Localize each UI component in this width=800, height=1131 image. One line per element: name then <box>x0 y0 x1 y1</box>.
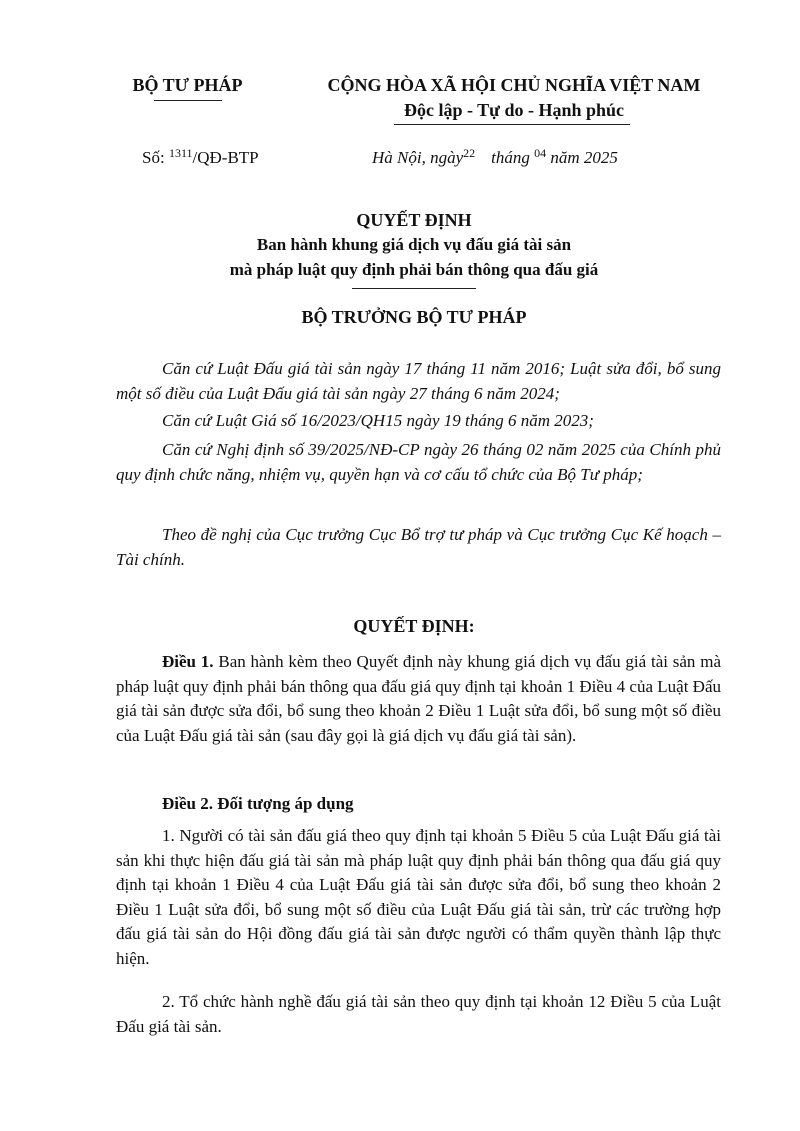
national-header-block <box>300 72 728 122</box>
motto-underline <box>394 124 630 125</box>
date-month-word: tháng <box>491 148 530 167</box>
issuing-agency: BỘ TƯ PHÁP <box>132 75 243 95</box>
preamble-paragraph: Theo đề nghị của Cục trưởng Cục Bổ trợ tư pháp và Cục trưởng Cục Kế hoạch – Tài chính. <box>116 525 721 569</box>
number-suffix: /QĐ-BTP <box>192 148 259 167</box>
document-number <box>142 146 259 168</box>
decision-heading: QUYẾT ĐỊNH <box>356 210 472 230</box>
article-2-item-1: 1. Người có tài sản đấu giá theo quy định tại khoản 5 Điều 5 của Luật Đấu giá tài sản khi thực hiện đấu giá tài sản mà pháp luật quy định phải bán thông qua đấu giá quy định tại khoản 1 Điều 4 của Luật Đấu giá tài sản được sửa đổi, bổ sung theo khoản 2 Điều 1 Luật sửa đổi, bổ sung một số điều của Luật Đấu giá tài sản, trừ các trường hợp đấu giá tài sản do Hội đồng đấu giá tài sản được người có thẩm quyền thành lập thực hiện. <box>116 826 721 968</box>
article-1-text: Ban hành kèm theo Quyết định này khung giá dịch vụ đấu giá tài sản mà pháp luật quy định phải bán thông qua đấu giá quy định tại khoản 1 Điều 4 của Luật Đấu giá tài sản được sửa đổi, bổ sung theo khoản 2 Điều 1 Luật sửa đổi, bổ sung một số điều của Luật Đấu giá tài sản (sau đây gọi là giá dịch vụ đấu giá tài sản). <box>116 652 721 745</box>
number-prefix: Số: <box>142 148 169 167</box>
agency-underline <box>154 100 222 101</box>
decision-subtitle-line1: Ban hành khung giá dịch vụ đấu giá tài sản <box>256 235 572 254</box>
preamble-paragraph: Căn cứ Luật Giá số 16/2023/QH15 ngày 19 tháng 6 năm 2023; <box>162 411 594 430</box>
subtitle-underline <box>352 288 476 289</box>
date-day: 22 <box>463 146 476 160</box>
issuing-agency-block <box>100 72 275 101</box>
article-2-item-2: 2. Tổ chức hành nghề đấu giá tài sản theo quy định tại khoản 12 Điều 5 của Luật Đấu giá tài sản. <box>116 992 721 1036</box>
country-name: CỘNG HÒA XÃ HỘI CHỦ NGHĨA VIỆT NAM <box>327 75 701 95</box>
date-month: 04 <box>534 146 547 160</box>
date-prefix: Hà Nội, ngày <box>372 148 464 167</box>
date-year: năm 2025 <box>550 148 618 167</box>
issue-date <box>372 146 618 168</box>
issuer-title: BỘ TRƯỞNG BỘ TƯ PHÁP <box>301 307 527 327</box>
national-motto: Độc lập - Tự do - Hạnh phúc <box>403 100 625 120</box>
decision-label: QUYẾT ĐỊNH: <box>353 616 475 636</box>
preamble-paragraph: Căn cứ Luật Đấu giá tài sản ngày 17 tháng 11 năm 2016; Luật sửa đổi, bổ sung một số điều của Luật Đấu giá tài sản ngày 27 tháng 6 năm 2024; <box>116 359 721 403</box>
preamble-paragraph: Căn cứ Nghị định số 39/2025/NĐ-CP ngày 26 tháng 02 năm 2025 của Chính phủ quy định chức năng, nhiệm vụ, quyền hạn và cơ cấu tổ chức của Bộ Tư pháp; <box>116 440 721 484</box>
decision-subtitle-line2: mà pháp luật quy định phải bán thông qua đấu giá <box>229 260 599 279</box>
article-1 <box>116 650 721 748</box>
article-2-heading: Điều 2. Đối tượng áp dụng <box>162 794 354 813</box>
number-value: 1311 <box>168 146 193 160</box>
article-1-label: Điều 1. <box>162 652 214 671</box>
